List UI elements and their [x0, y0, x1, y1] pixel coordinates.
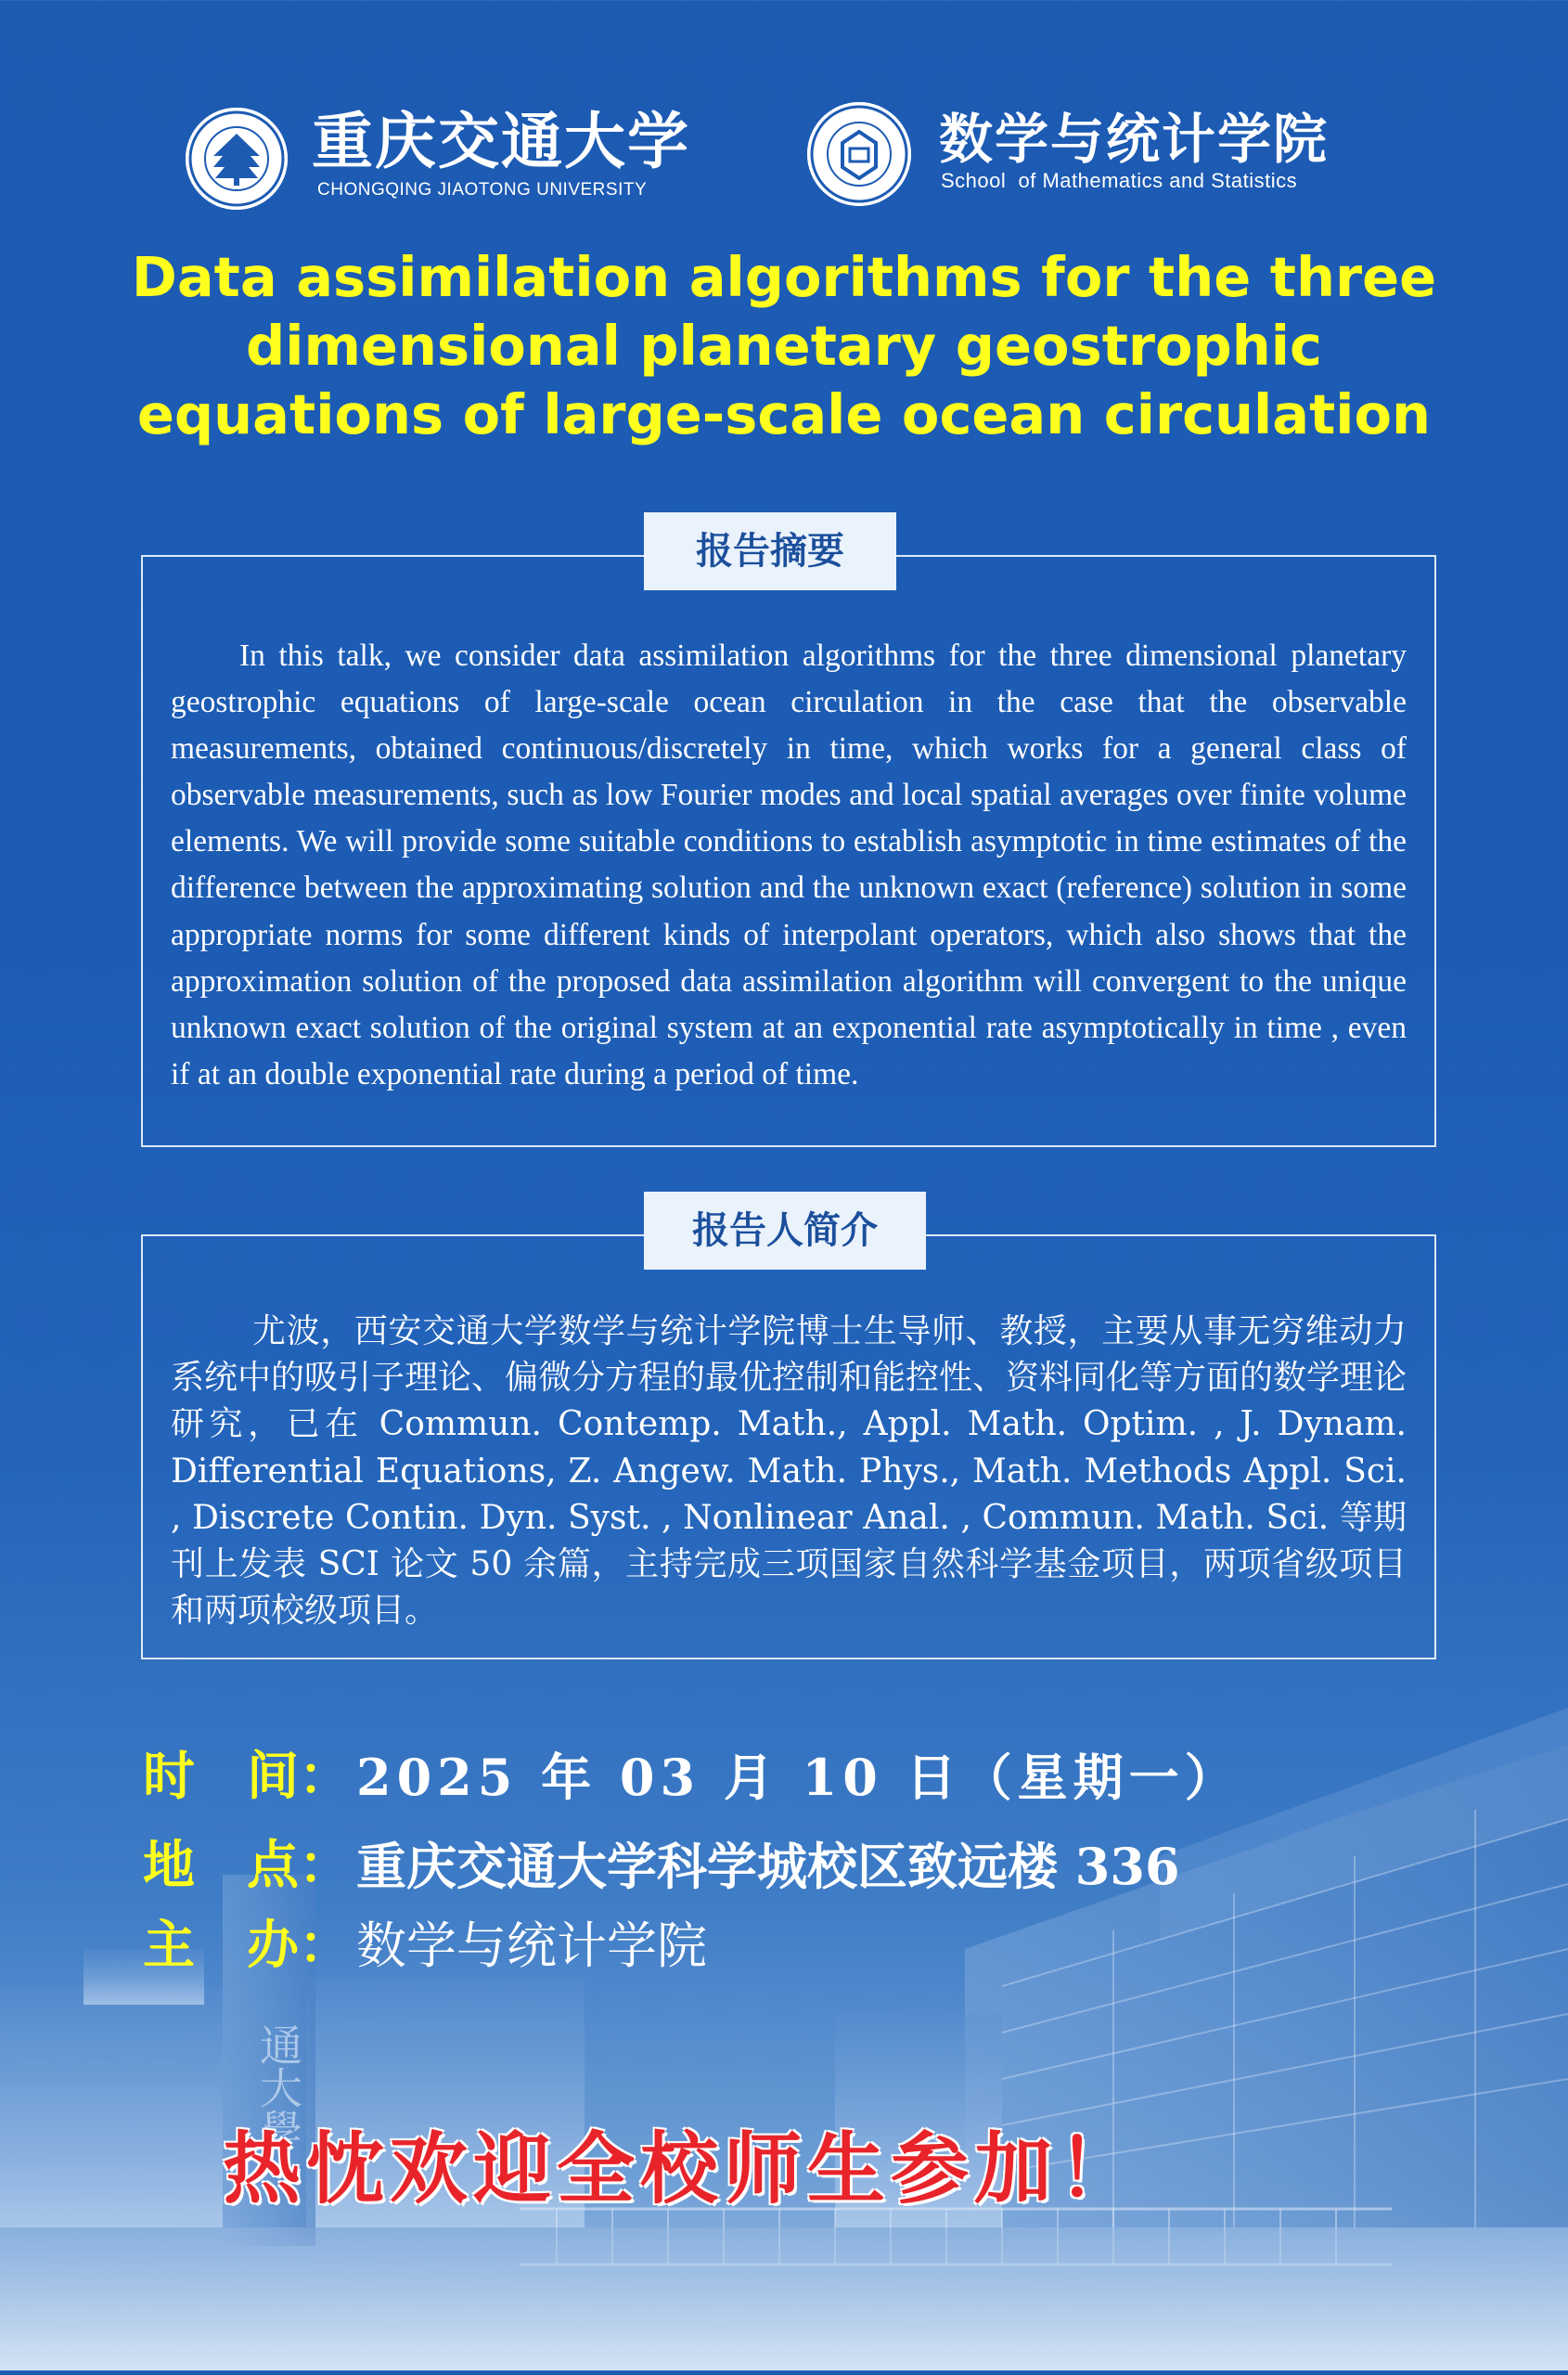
- place-value: 重庆交通大学科学城校区致远楼 336: [356, 1837, 1180, 1896]
- host-value: 数学与统计学院: [356, 1917, 707, 1975]
- talk-title: Data assimilation algorithms for the three dimensional planetary geostrophic equations of large-scale ocean circulation: [131, 245, 1437, 446]
- place-label: 地 点：: [143, 1836, 351, 1896]
- abstract-tag: 报告摘要: [644, 512, 896, 590]
- school-name-cn: 数学与统计学院: [939, 108, 1330, 171]
- welcome-slogan: 热忱欢迎全校师生参加！: [223, 2123, 1142, 2214]
- university-name-cn: 重庆交通大学: [312, 105, 690, 177]
- speaker-bio: 尤波，西安交通大学数学与统计学院博士生导师、教授，主要从事无穷维动力系统中的吸引子理论、偏微分方程的最优控制和能控性、资料同化等方面的数学理论研究，已在 Commun. Contemp. Math., Appl. Math. Optim. , J. Dynam. Differential Equations, Z. Angew. Math. Phys., Math. Methods Appl. Sci. , Discrete Contin. Dyn. Syst. , Nonlinear Anal. , Commun. Math. Sci. 等期刊上发表 SCI 论文 50 余篇，主持完成三项国家自然科学基金项目，两项省级项目和两项校级项目。: [171, 1312, 1407, 1631]
- school-name-en: School of Mathematics and Statistics: [941, 169, 1298, 192]
- speaker-tag: 报告人简介: [644, 1192, 926, 1270]
- university-name-en: CHONGQING JIAOTONG UNIVERSITY: [317, 180, 648, 200]
- cqjtu-seal-icon: [186, 108, 288, 210]
- abstract-text: In this talk, we consider data assimilation algorithms for the three dimensional planetary geostrophic equations of large-scale ocean circulation in the case that the observable measurements, obtained continuous/discretely in time, which works for a general class of observable measurements, such as low Fourier modes and local spatial averages over finite volume elements. We will provide some suitable conditions to establish asymptotic in time estimates of the difference between the approximating solution and the unknown exact (reference) solution in some appropriate norms for some different kinds of interpolant operators, which also shows that the approximation solution of the proposed data assimilation algorithm will convergent to the unique unknown exact solution of the original system at an exponential rate asymptotically in time , even if at an double exponential rate during a period of time.: [171, 639, 1407, 1091]
- school-seal-icon: [807, 102, 911, 206]
- time-label: 时 间：: [143, 1747, 351, 1807]
- svg-text:通大學: 通大學: [253, 2023, 303, 2151]
- host-label: 主 办：: [143, 1916, 351, 1976]
- time-value: 2025 年 03 月 10 日（星期一）: [356, 1748, 1240, 1807]
